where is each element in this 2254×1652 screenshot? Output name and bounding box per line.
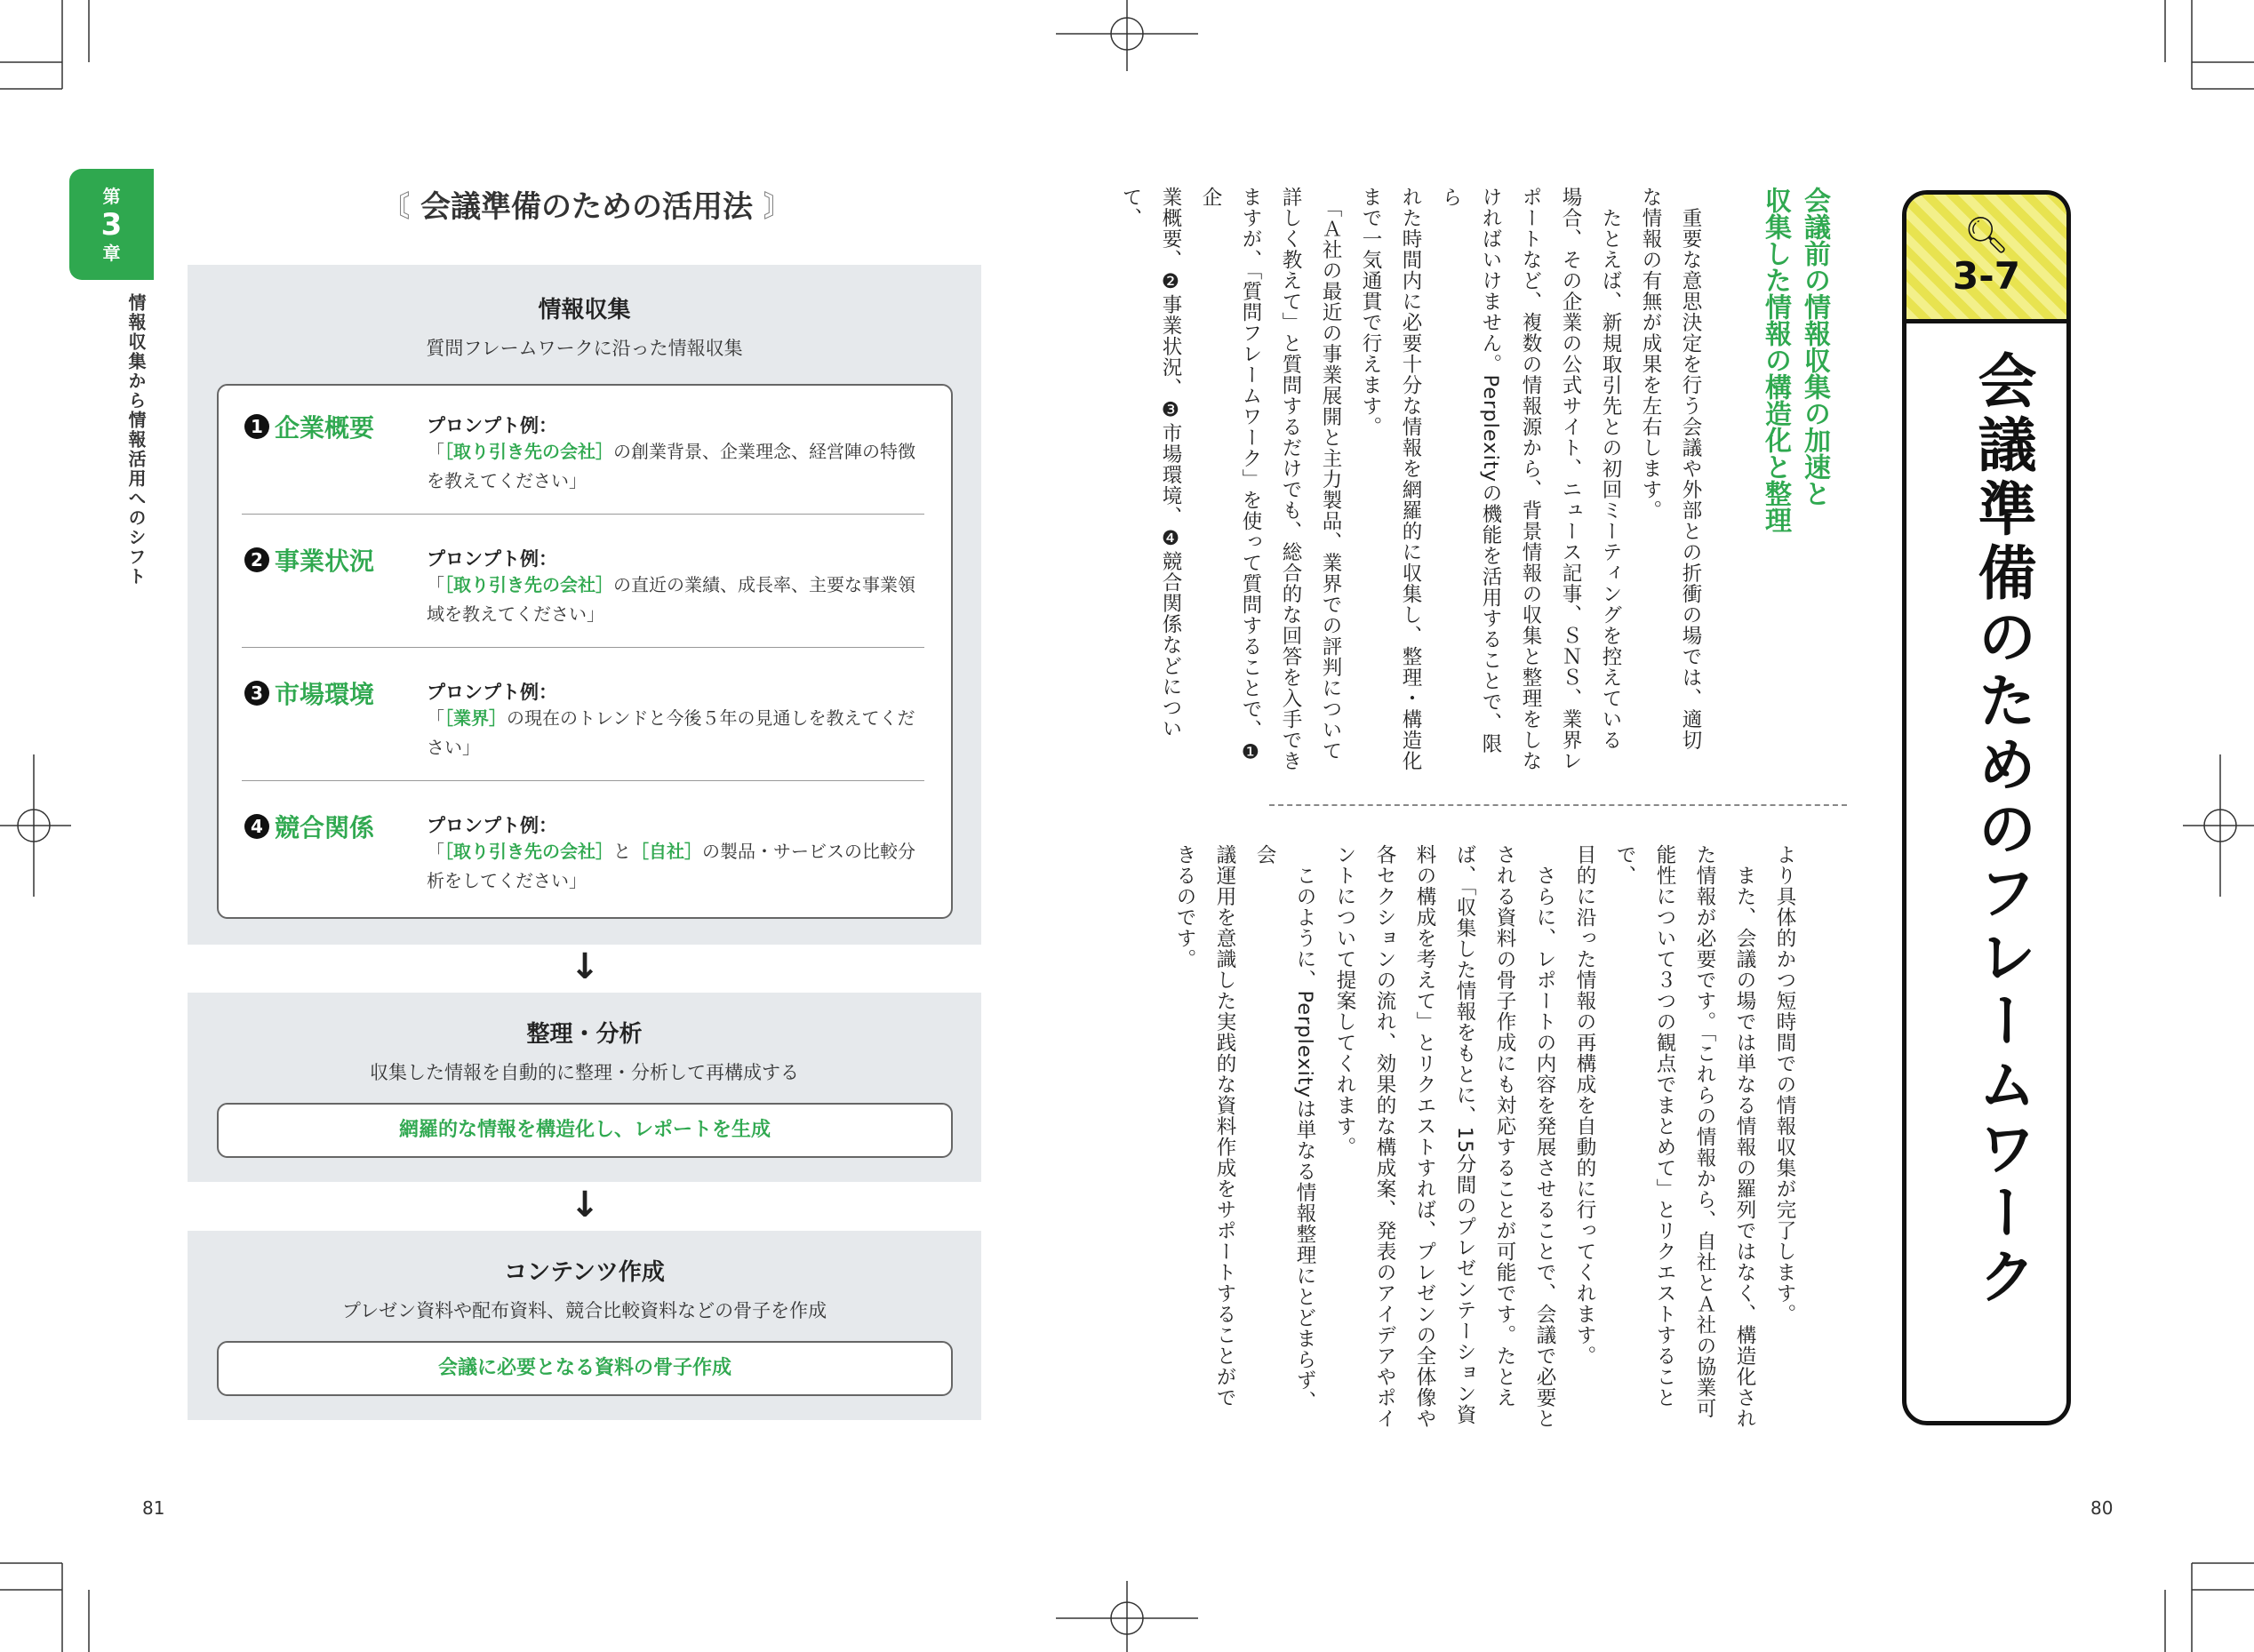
- divider: [242, 647, 924, 648]
- item-business-status: [244, 542, 374, 578]
- text-line: ますが、「質問フレームワーク」を使って質問することで、❶企: [1199, 187, 1262, 765]
- page-number-right: 80: [2090, 1497, 2114, 1519]
- text-line: 各セクションの流れ、効果的な構成案、発表のアイデアやポイ: [1373, 844, 1396, 1429]
- stage2-subtitle: 収集した情報を自動的に整理・分析して再構成する: [370, 1062, 799, 1083]
- figure-title: [364, 182, 809, 226]
- prompt-label: プロンプト例：: [427, 682, 557, 703]
- stage3-title: コンテンツ作成: [504, 1259, 665, 1286]
- chapter-label-top: 第: [102, 185, 121, 207]
- text-line: 業概要、❷事業状況、❸市場環境、❹競合関係などについて、: [1119, 187, 1182, 739]
- section-title-box: [1902, 190, 2071, 1425]
- figure-title-text: 会議準備のための活用法: [420, 189, 753, 225]
- text-line: な情報の有無が成果を左右します。: [1639, 187, 1662, 521]
- divider: [242, 780, 924, 781]
- number-3-icon: 3: [244, 681, 269, 706]
- item-head-text: 事業状況: [275, 547, 375, 576]
- text-line: ければいけません。Perplexityの機能を活用することで、限ら: [1439, 187, 1502, 754]
- text-line: 料の構成を考えて」とリクエストすれば、プレゼンの全体像や: [1413, 844, 1436, 1429]
- prompt-example-text: 「［取り引き先の会社］の直近の業績、成長率、主要な事業領域を教えてください」: [427, 574, 915, 625]
- text-line: 場合、その企業の公式サイト、ニュース記事、ＳＮＳ、業界レ: [1559, 187, 1582, 771]
- text-line: ポートなど、複数の情報源から、背景情報の収集と整理をしな: [1519, 187, 1542, 771]
- text-line: 「Ａ社の最近の事業展開と主力製品、業界での評判について: [1319, 187, 1342, 762]
- text-line: 詳しく教えて」と質問するだけでも、総合的な回答を入手でき: [1279, 187, 1302, 771]
- stage2-result: 網羅的な情報を構造化し、レポートを生成: [217, 1103, 953, 1158]
- text-line: たとえば、新規取引先との初回ミーティングを控えている: [1599, 187, 1622, 751]
- stage1-subtitle: 質問フレームワークに沿った情報収集: [426, 338, 743, 359]
- prompt-example-text: 「［業界］の現在のトレンドと今後５年の見通しを教えてください」: [427, 707, 915, 758]
- text-line: 議運用を意識した実践的な資料作成をサポートすることがで: [1213, 844, 1236, 1409]
- chapter-label-bottom: 章: [102, 242, 121, 264]
- stage1-title: 情報収集: [538, 297, 631, 323]
- item-head-text: 市場環境: [275, 680, 375, 709]
- text-line: される資料の骨子作成にも対応することが可能です。たとえ: [1493, 844, 1516, 1409]
- item-company-overview: [244, 409, 374, 444]
- section-title: 会議準備のためのフレームワーク: [1968, 350, 2036, 1310]
- title-bracket-close: 〙: [763, 189, 794, 225]
- text-line: さらに、レポートの内容を発展させることで、会議で必要と: [1533, 844, 1556, 1429]
- search-icon: 🔍︎: [1963, 215, 2010, 256]
- down-arrow-icon: ↓: [570, 946, 600, 987]
- prompt-example-text: 「［取り引き先の会社］と［自社］の製品・サービスの比較分析をしてください」: [427, 841, 915, 891]
- number-4-icon: 4: [244, 814, 269, 839]
- item-head-text: 企業概要: [275, 413, 375, 443]
- body-text-lower: [1164, 844, 1804, 1431]
- prompt-example-text: 「［取り引き先の会社］の創業背景、企業理念、経営陣の特徴を教えてください」: [427, 441, 915, 491]
- text-line: まで一気通貫で行えます。: [1359, 187, 1382, 437]
- title-bracket-open: 〘: [380, 189, 411, 225]
- text-line: このように、Perplexityは単なる情報整理にとどまらず、会: [1253, 844, 1316, 1412]
- section-badge: [1906, 195, 2066, 323]
- text-line: 重要な意思決定を行う会議や外部との折衝の場では、適切: [1679, 187, 1702, 751]
- prompt-label: プロンプト例：: [427, 815, 557, 836]
- stage3-subtitle: プレゼン資料や配布資料、競合比較資料などの骨子を作成: [341, 1300, 827, 1321]
- chapter-side-title: 情報収集から情報活用へのシフト: [125, 293, 147, 587]
- down-arrow-icon: ↓: [570, 1185, 600, 1225]
- item-head-text: 競合関係: [275, 813, 375, 842]
- number-2-icon: 2: [244, 547, 269, 572]
- prompt-label: プロンプト例：: [427, 548, 557, 570]
- sub-heading-line-1: 会議前の情報収集の加速と: [1799, 187, 1830, 507]
- chapter-number: 3: [100, 206, 123, 243]
- stage3-result: 会議に必要となる資料の骨子作成: [217, 1341, 953, 1396]
- text-divider: [1269, 804, 1847, 806]
- text-line: きるのです。: [1173, 844, 1196, 970]
- divider: [242, 514, 924, 515]
- section-number: 3-7: [1953, 254, 2020, 298]
- text-line: また、会議の場では単なる情報の羅列ではなく、構造化され: [1733, 844, 1756, 1429]
- sub-heading: [1755, 187, 1834, 809]
- text-line: より具体的かつ短時間での情報収集が完了します。: [1773, 844, 1796, 1325]
- text-line: ば、「収集した情報をもとに、15分間のプレゼンテーション資: [1453, 844, 1476, 1425]
- prompt-label: プロンプト例：: [427, 415, 557, 436]
- page-number-left: 81: [142, 1497, 165, 1519]
- sub-heading-line-2: 収集した情報の構造化と整理: [1760, 187, 1791, 533]
- chapter-tab: [69, 169, 154, 280]
- text-line: れた時間内に必要十分な情報を網羅的に収集し、整理・構造化: [1399, 187, 1422, 771]
- number-1-icon: 1: [244, 414, 269, 439]
- text-line: 能性について３つの観点でまとめて」とリクエストすることで、: [1613, 844, 1676, 1409]
- text-line: た情報が必要です。「これらの情報から、自社とＡ社の協業可: [1693, 844, 1716, 1419]
- stage2-title: 整理・分析: [526, 1021, 643, 1048]
- item-competitive-relationship: [244, 809, 374, 844]
- text-line: ントについて提案してくれます。: [1333, 844, 1356, 1158]
- body-text-upper: [1110, 187, 1710, 773]
- text-line: 目的に沿った情報の再構成を自動的に行ってくれます。: [1573, 844, 1596, 1367]
- item-market-environment: [244, 675, 374, 711]
